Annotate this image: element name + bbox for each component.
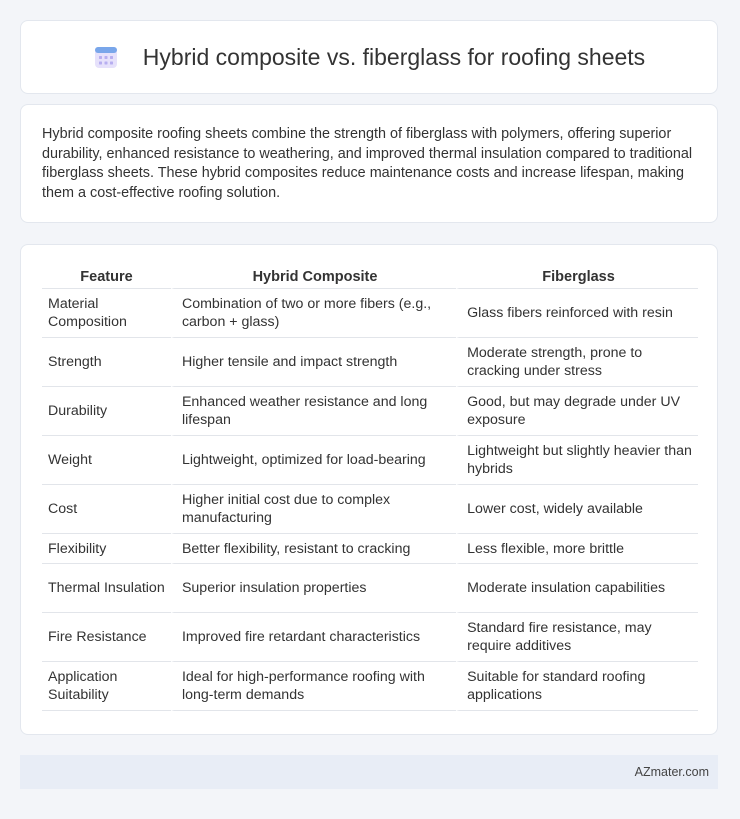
feature-cell: Cost bbox=[42, 485, 171, 534]
table-row bbox=[42, 436, 698, 485]
feature-cell: Durability bbox=[42, 387, 171, 436]
calendar-icon bbox=[93, 44, 119, 70]
table-row bbox=[42, 289, 698, 338]
fiberglass-cell: Moderate insulation capabilities bbox=[456, 564, 698, 613]
hybrid-cell: Higher initial cost due to complex manufacturing bbox=[171, 485, 456, 534]
feature-cell: Material Composition bbox=[42, 289, 171, 338]
comparison-card bbox=[20, 244, 718, 735]
table-row bbox=[42, 662, 698, 711]
header-feature: Feature bbox=[42, 265, 171, 289]
fiberglass-cell: Suitable for standard roofing applications bbox=[456, 662, 698, 711]
hybrid-cell: Lightweight, optimized for load-bearing bbox=[171, 436, 456, 485]
hybrid-cell: Higher tensile and impact strength bbox=[171, 338, 456, 387]
feature-cell: Flexibility bbox=[42, 534, 171, 564]
fiberglass-cell: Good, but may degrade under UV exposure bbox=[456, 387, 698, 436]
hybrid-cell: Superior insulation properties bbox=[171, 564, 456, 613]
header-hybrid-composite: Hybrid Composite bbox=[171, 265, 456, 289]
comparison-table bbox=[42, 265, 698, 711]
footer-site-link[interactable]: AZmater.com bbox=[634, 765, 709, 779]
feature-cell: Strength bbox=[42, 338, 171, 387]
table-row bbox=[42, 387, 698, 436]
table-row bbox=[42, 485, 698, 534]
hybrid-cell: Better flexibility, resistant to cracking bbox=[171, 534, 456, 564]
fiberglass-cell: Lightweight but slightly heavier than hybrids bbox=[456, 436, 698, 485]
feature-cell: Thermal Insulation bbox=[42, 564, 171, 613]
page-title: Hybrid composite vs. fiberglass for roofing sheets bbox=[142, 43, 646, 70]
intro-text: Hybrid composite roofing sheets combine the strength of fiberglass with polymers, offering superior durability, enhanced resistance to weathering, and improved thermal insulation compared to traditional fiberglass sheets. These hybrid composites reduce maintenance costs and increase lifespan, making them a cost-effective roofing solution. bbox=[42, 126, 693, 201]
fiberglass-cell: Less flexible, more brittle bbox=[456, 534, 698, 564]
fiberglass-cell: Lower cost, widely available bbox=[456, 485, 698, 534]
feature-cell: Fire Resistance bbox=[42, 613, 171, 662]
hybrid-cell: Ideal for high-performance roofing with long-term demands bbox=[171, 662, 456, 711]
footer bbox=[20, 755, 718, 789]
fiberglass-cell: Standard fire resistance, may require additives bbox=[456, 613, 698, 662]
fiberglass-cell: Glass fibers reinforced with resin bbox=[456, 289, 698, 338]
table-row bbox=[42, 338, 698, 387]
table-row bbox=[42, 613, 698, 662]
title-card bbox=[20, 20, 718, 94]
table-row bbox=[42, 534, 698, 564]
table-header-row bbox=[42, 265, 698, 289]
hybrid-cell: Combination of two or more fibers (e.g., carbon + glass) bbox=[171, 289, 456, 338]
fiberglass-cell: Moderate strength, prone to cracking under stress bbox=[456, 338, 698, 387]
hybrid-cell: Enhanced weather resistance and long lifespan bbox=[171, 387, 456, 436]
feature-cell: Application Suitability bbox=[42, 662, 171, 711]
table-row bbox=[42, 564, 698, 613]
intro-card bbox=[20, 104, 718, 223]
header-fiberglass: Fiberglass bbox=[456, 265, 698, 289]
hybrid-cell: Improved fire retardant characteristics bbox=[171, 613, 456, 662]
feature-cell: Weight bbox=[42, 436, 171, 485]
